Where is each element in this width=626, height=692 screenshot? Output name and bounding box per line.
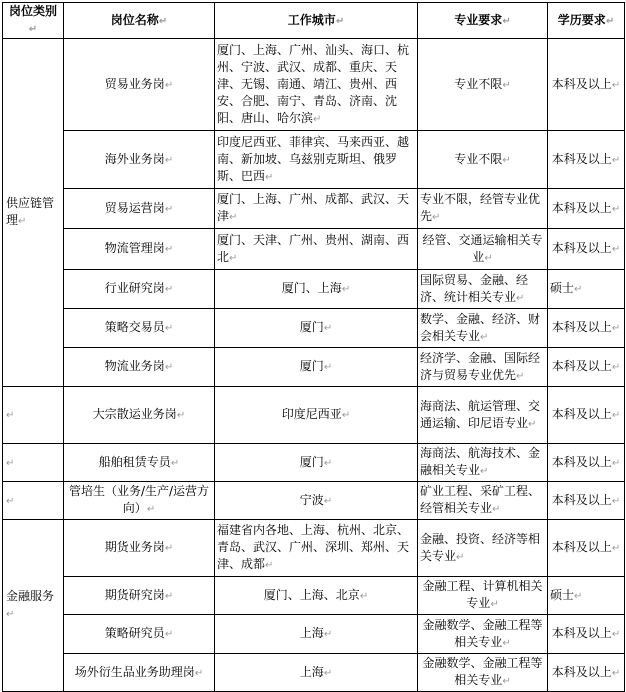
education-cell: 本科及以上↵: [548, 348, 625, 387]
city-cell: 厦门、上海、广州、汕头、海口、杭州、宁波、武汉、成都、重庆、天津、无锡、南通、靖江、贵州、西安、合肥、南宁、青岛、济南、沈阳、唐山、哈尔滨↵: [215, 39, 418, 131]
major-cell: 矿业工程、采矿工程、经管相关专业↵: [418, 482, 548, 520]
city-cell: 上海↵: [215, 615, 418, 654]
major-cell: 金融数学、金融工程等相关专业↵: [418, 654, 548, 692]
table-row: [3, 615, 625, 654]
category-empty-cell: ↵: [3, 387, 64, 444]
table-row: [3, 39, 625, 131]
position-cell: 期货研究岗↵: [64, 577, 215, 615]
city-cell: 宁波↵: [215, 482, 418, 520]
header-major: 专业要求↵: [418, 3, 548, 39]
education-cell: 本科及以上↵: [548, 229, 625, 270]
position-cell: 期货业务岗↵: [64, 520, 215, 577]
city-cell: 厦门、上海、广州、成都、武汉、天津↵: [215, 189, 418, 229]
education-cell: 硕士↵: [548, 270, 625, 309]
table-row: [3, 444, 625, 482]
major-cell: 数学、金融、经济、财会相关专业↵: [418, 309, 548, 348]
education-cell: 本科及以上↵: [548, 131, 625, 189]
table-row: [3, 387, 625, 444]
major-cell: 专业不限↵: [418, 39, 548, 131]
major-cell: 经济学、金融、国际经济与贸易专业优先↵: [418, 348, 548, 387]
table-row: [3, 654, 625, 692]
table-row: [3, 577, 625, 615]
city-cell: 福建省内各地、上海、杭州、北京、青岛、武汉、广州、深圳、郑州、天津、成都↵: [215, 520, 418, 577]
position-cell: 物流管理岗↵: [64, 229, 215, 270]
education-cell: 本科及以上↵: [548, 520, 625, 577]
position-cell: 船舶租赁专员↵: [64, 444, 215, 482]
city-cell: 印度尼西亚↵: [215, 387, 418, 444]
job-table: [2, 2, 625, 692]
city-cell: 厦门、天津、广州、贵州、湖南、西北↵: [215, 229, 418, 270]
position-cell: 策略交易员↵: [64, 309, 215, 348]
category-empty-cell: ↵: [3, 482, 64, 520]
category-supply-chain: 供应链管理↵: [3, 39, 64, 387]
table-row: [3, 131, 625, 189]
city-cell: 厦门↵: [215, 444, 418, 482]
position-cell: 大宗散运业务岗↵: [64, 387, 215, 444]
major-cell: 专业不限，经管专业优先↵: [418, 189, 548, 229]
position-cell: 海外业务岗↵: [64, 131, 215, 189]
position-cell: 场外衍生品业务助理岗↵: [64, 654, 215, 692]
table-row: [3, 482, 625, 520]
education-cell: 本科及以上↵: [548, 387, 625, 444]
education-cell: 本科及以上↵: [548, 615, 625, 654]
major-cell: 海商法、航运管理、交通运输、印尼语专业↵: [418, 387, 548, 444]
city-cell: 厦门↵: [215, 309, 418, 348]
header-city: 工作城市↵: [215, 3, 418, 39]
major-cell: 经管、交通运输相关专业↵: [418, 229, 548, 270]
header-row: [3, 3, 625, 39]
header-position: 岗位名称↵: [64, 3, 215, 39]
city-cell: 厦门↵: [215, 348, 418, 387]
position-cell: 策略研究员↵: [64, 615, 215, 654]
education-cell: 本科及以上↵: [548, 444, 625, 482]
city-cell: 厦门、上海↵: [215, 270, 418, 309]
table-row: [3, 189, 625, 229]
city-cell: 厦门、上海、北京↵: [215, 577, 418, 615]
city-cell: 上海↵: [215, 654, 418, 692]
major-cell: 海商法、航海技术、金融相关专业↵: [418, 444, 548, 482]
education-cell: 本科及以上↵: [548, 39, 625, 131]
table-row: [3, 270, 625, 309]
education-cell: 本科及以上↵: [548, 309, 625, 348]
major-cell: 金融数学、金融工程等相关专业↵: [418, 615, 548, 654]
header-education: 学历要求↵: [548, 3, 625, 39]
position-cell: 物流业务岗↵: [64, 348, 215, 387]
education-cell: 本科及以上↵: [548, 189, 625, 229]
position-cell: 行业研究岗↵: [64, 270, 215, 309]
position-cell: 贸易业务岗↵: [64, 39, 215, 131]
position-cell: 管培生（业务/生产/运营方向）↵: [64, 482, 215, 520]
category-empty-cell: ↵: [3, 444, 64, 482]
table-row: [3, 520, 625, 577]
major-cell: 国际贸易、金融、经济、统计相关专业↵: [418, 270, 548, 309]
table-row: [3, 309, 625, 348]
header-category: 岗位类别↵: [3, 3, 64, 39]
education-cell: 本科及以上↵: [548, 482, 625, 520]
major-cell: 专业不限↵: [418, 131, 548, 189]
education-cell: 本科及以上↵: [548, 654, 625, 692]
position-cell: 贸易运营岗↵: [64, 189, 215, 229]
city-cell: 印度尼西亚、菲律宾、马来西亚、越南、新加坡、乌兹别克斯坦、俄罗斯、巴西↵: [215, 131, 418, 189]
category-finance: 金融服务↵: [3, 520, 64, 692]
major-cell: 金融、投资、经济等相关专业↵: [418, 520, 548, 577]
table-row: [3, 229, 625, 270]
major-cell: 金融工程、计算机相关专业↵: [418, 577, 548, 615]
table-row: [3, 348, 625, 387]
education-cell: 硕士↵: [548, 577, 625, 615]
